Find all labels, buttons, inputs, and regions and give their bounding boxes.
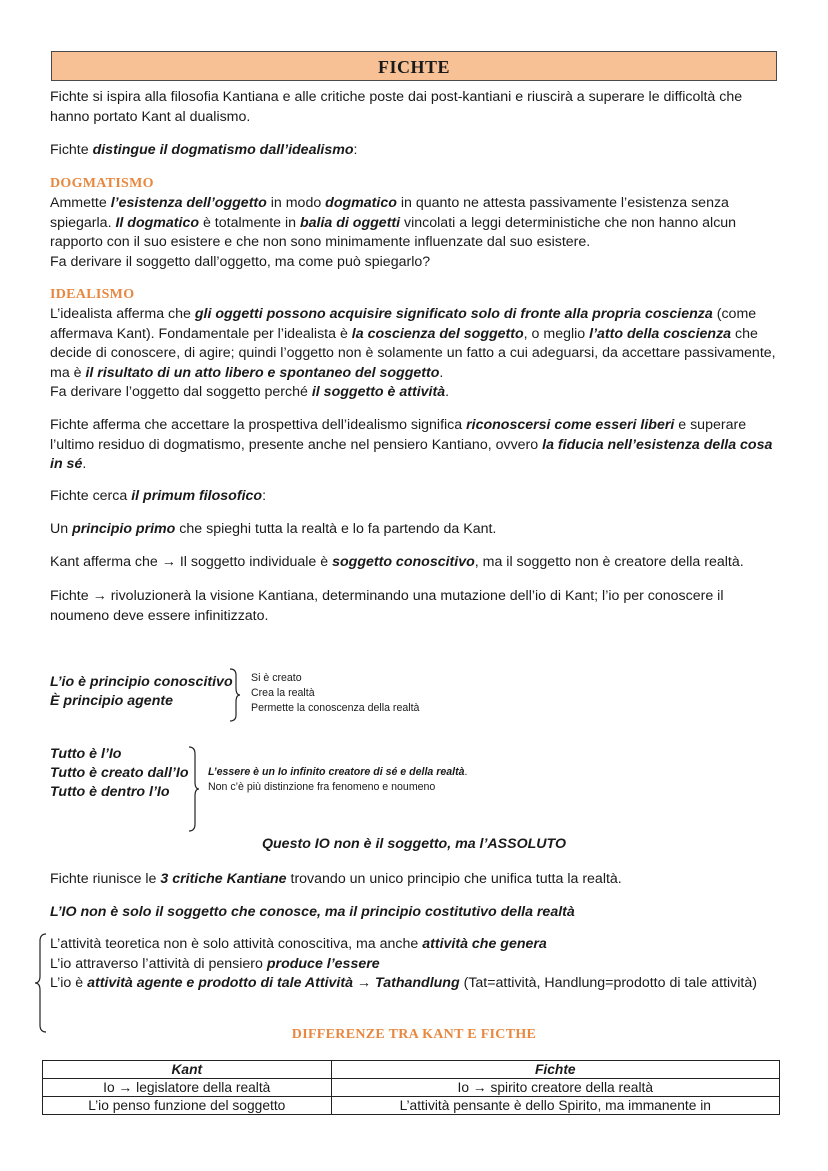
curly-brace-icon [186, 746, 200, 832]
rivoluzione-paragraph: Fichte → rivoluzionerà la visione Kantiana, determinando una mutazione dell’io di Kant; l’io per conoscere il noumeno deve essere infinitizzato. [50, 588, 724, 624]
io-attribute-item: Permette la conoscenza della realtà [251, 702, 420, 714]
table-header-fichte: Fichte [331, 1061, 779, 1079]
io-attribute-item: Si è creato [251, 672, 302, 684]
table-cell: L’attività pensante è dello Spirito, ma immanente in [331, 1097, 779, 1115]
io-principle-item: L’io è principio conoscitivo [50, 674, 233, 690]
idealismo-paragraph: L’idealista afferma che gli oggetti possono acquisire significato solo di fronte alla propria coscienza (come affermava Kant). Fondamentale per l’idealista è la coscienza del soggetto, o meglio l’atto della coscienza che decide di conoscere, di agire; quindi l’oggetto non è solamente un fatto a cui adeguarsi, da accettare passivamente, ma è il risultato di un atto libero e spontaneo del soggetto. Fa derivare l’oggetto dal soggetto perché il soggetto è attività. [50, 306, 776, 400]
tutto-list [50, 745, 188, 802]
idealismo-heading: IDEALISMO [50, 287, 135, 302]
curly-brace-icon [227, 668, 241, 722]
io-attributes-list [251, 671, 419, 716]
io-principle-item: È principio agente [50, 693, 173, 709]
intro-paragraph: Fichte si ispira alla filosofia Kantiana e alle critiche poste dai post-kantiani e riuscirà a superare le difficoltà che hanno portato Kant al dualismo. [50, 89, 743, 125]
distinction-paragraph: Fichte distingue il dogmatismo dall’idealismo: [50, 142, 358, 158]
io-statement: L’IO non è solo il soggetto che conosce, ma il principio costitutivo della realtà [50, 904, 575, 920]
table-cell: L’io penso funzione del soggetto [43, 1097, 332, 1115]
table-cell: Io → spirito creatore della realtà [331, 1079, 779, 1097]
fenomeno-noumeno-text: Non c’è più distinzione fra fenomeno e noumeno [208, 781, 436, 793]
differenze-heading: DIFFERENZE TRA KANT E FICTHE [291, 1027, 537, 1042]
table-header-row [43, 1061, 780, 1079]
primum-paragraph: Fichte cerca il primum filosofico: [50, 488, 267, 504]
dogmatismo-heading: DOGMATISMO [50, 176, 154, 191]
page-title: FICHTE [51, 51, 777, 81]
comparison-table [42, 1060, 780, 1115]
attivita-paragraph: L’attività teoretica non è solo attività conoscitiva, ma anche attività che genera L’io attraverso l’attività di pensiero produce l’essere L’io è attività agente e prodotto di tale Attività → Tathandlung (Tat=attività, Handlung=prodotto di tale attività) [50, 936, 757, 991]
io-principle-list [50, 673, 233, 711]
principio-paragraph: Un principio primo che spieghi tutta la realtà e lo fa partendo da Kant. [50, 521, 497, 537]
infinite-io-text: L’essere è un Io infinito creatore di sé e della realtà [208, 766, 465, 778]
afferma-paragraph: Fichte afferma che accettare la prospettiva dell’idealismo significa riconoscersi come esseri liberi e superare l’ultimo residuo di dogmatismo, presente anche nel pensiero Kantiano, ovvero la fiducia nell’esistenza della cosa in sé. [50, 417, 773, 472]
table-row [43, 1097, 780, 1115]
curly-brace-icon [34, 933, 48, 1033]
kant-paragraph: Kant afferma che → Il soggetto individuale è soggetto conoscitivo, ma il soggetto non è creatore della realtà. [50, 554, 744, 570]
assoluto-statement: Questo IO non è il soggetto, ma l’ASSOLUTO [261, 836, 566, 852]
tutto-item: Tutto è creato dall’Io [50, 765, 189, 781]
dogmatismo-paragraph: Ammette l’esistenza dell’oggetto in modo dogmatico in quanto ne attesta passivamente l’esistenza senza spiegarla. Il dogmatico è totalmente in balia di oggetti vincolati a leggi deterministiche che non hanno alcun rapporto con il suo esistere e che non sono minimamente influenzate dal suo esistere. Fa derivare il soggetto dall’oggetto, ma come può spiegarlo? [50, 195, 737, 270]
table-row [43, 1079, 780, 1097]
table-cell: Io → legislatore della realtà [43, 1079, 332, 1097]
tutto-description: L’essere è un Io infinito creatore di sé e della realtà. Non c’è più distinzione fra fenomeno e noumeno [208, 766, 468, 793]
tutto-item: Tutto è dentro l’Io [50, 784, 170, 800]
io-attribute-item: Crea la realtà [251, 687, 315, 699]
tutto-item: Tutto è l’Io [50, 746, 122, 762]
table-header-kant: Kant [43, 1061, 332, 1079]
critiche-paragraph: Fichte riunisce le 3 critiche Kantiane trovando un unico principio che unifica tutta la realtà. [50, 871, 622, 887]
